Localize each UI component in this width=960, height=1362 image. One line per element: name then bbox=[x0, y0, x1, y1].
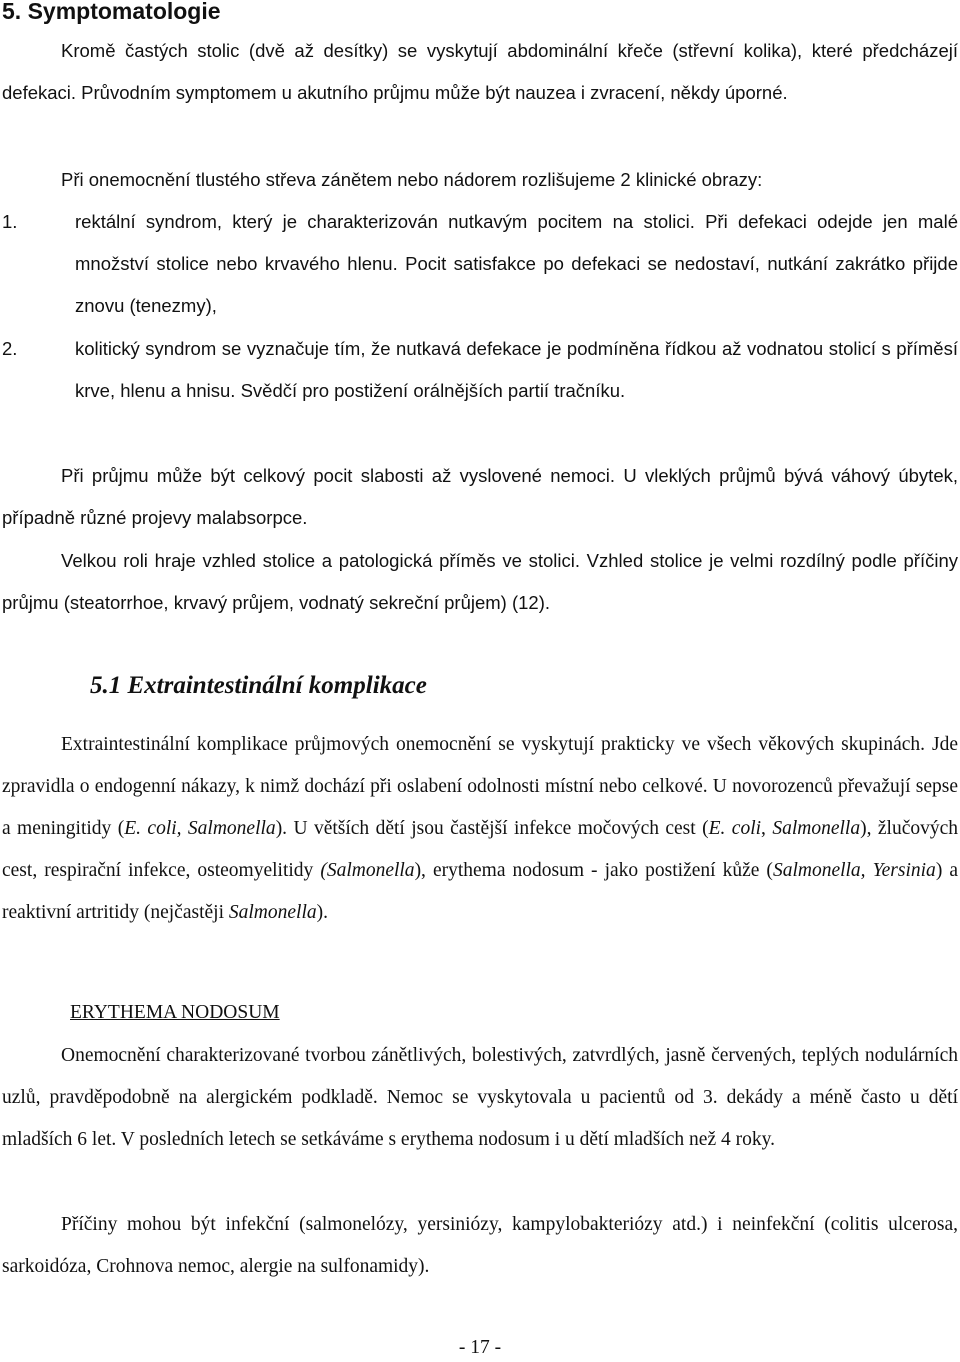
list-item bbox=[2, 328, 958, 412]
page-number: - 17 - bbox=[458, 1337, 502, 1358]
erythema-paragraph-2: Příčiny mohou být infekční (salmonelózy, yersiniózy, kampylobakteriózy atd.) i neinfekční (colitis ulcerosa, sarkoidóza, Crohnova nemoc, alergie na sulfonamidy). bbox=[2, 1214, 958, 1277]
list-item-number: 1. bbox=[2, 211, 18, 232]
erythema-paragraph-1: Onemocnění charakterizované tvorbou zánětlivých, bolestivých, zatvrdlých, jasně červených, teplých nodulárních uzlů, pravděpodobně na alergickém podkladě. Nemoc se vyskytovala u pacientů od 3. dekády a méně často u dětí mladších 6 let. V posledních letech se setkáváme s erythema nodosum i u dětí mladších než 4 roky. bbox=[2, 1045, 958, 1150]
symptoms-paragraph-4: Velkou roli hraje vzhled stolice a patologická příměs ve stolici. Vzhled stolice je velmi rozdílný podle příčiny průjmu (steatorrhoe, krvavý průjem, vodnatý sekreční průjem) (12). bbox=[2, 550, 958, 613]
symptoms-paragraph-1: Kromě častých stolic (dvě až desítky) se vyskytují abdominální křeče (střevní kolika), které předcházejí defekaci. Průvodním symptomem u akutního průjmu může být nauzea i zvracení, někdy úporné. bbox=[2, 40, 958, 103]
erythema-title: ERYTHEMA NODOSUM bbox=[70, 1002, 280, 1023]
list-item-number: 2. bbox=[2, 338, 18, 359]
symptoms-paragraph-2: Při onemocnění tlustého střeva zánětem nebo nádorem rozlišujeme 2 klinické obrazy: bbox=[61, 169, 763, 190]
complications-paragraph: Extraintestinální komplikace průjmových onemocnění se vyskytují prakticky ve všech věkových skupinách. Jde zpravidla o endogenní nákazy, k nimž dochází při oslabení odolnosti místní nebo celkové. U novorozenců převažují sepse a meningitidy (E. coli, Salmonella). U větších dětí jsou častější infekce močových cest (E. coli, Salmonella), žlučových cest, respirační infekce, osteomyelitidy (Salmonella), erythema nodosum - jako postižení kůže (Salmonella, Yersinia) a reaktivní artritidy (nejčastěji Salmonella). bbox=[2, 734, 959, 923]
list-item-text: kolitický syndrom se vyznačuje tím, že nutkavá defekace je podmíněna řídkou až vodnatou stolicí s příměsí krve, hlenu a hnisu. Svědčí pro postižení orálnějších partií tračníku. bbox=[75, 338, 958, 401]
list-item bbox=[2, 201, 958, 327]
subsection-title: 5.1 Extraintestinální komplikace bbox=[90, 672, 427, 699]
list-item-text: rektální syndrom, který je charakterizován nutkavým pocitem na stolici. Při defekaci odejde jen malé množství stolice nebo krvavého hlenu. Pocit satisfakce po defekaci se nedostaví, nutkání zakrátko přijde znovu (tenezmy), bbox=[75, 211, 958, 316]
section-heading: 5. Symptomatologie bbox=[2, 0, 221, 24]
symptoms-paragraph-3: Při průjmu může být celkový pocit slabosti až vyslovené nemoci. U vleklých průjmů bývá váhový úbytek, případně různé projevy malabsorpce. bbox=[2, 465, 958, 528]
